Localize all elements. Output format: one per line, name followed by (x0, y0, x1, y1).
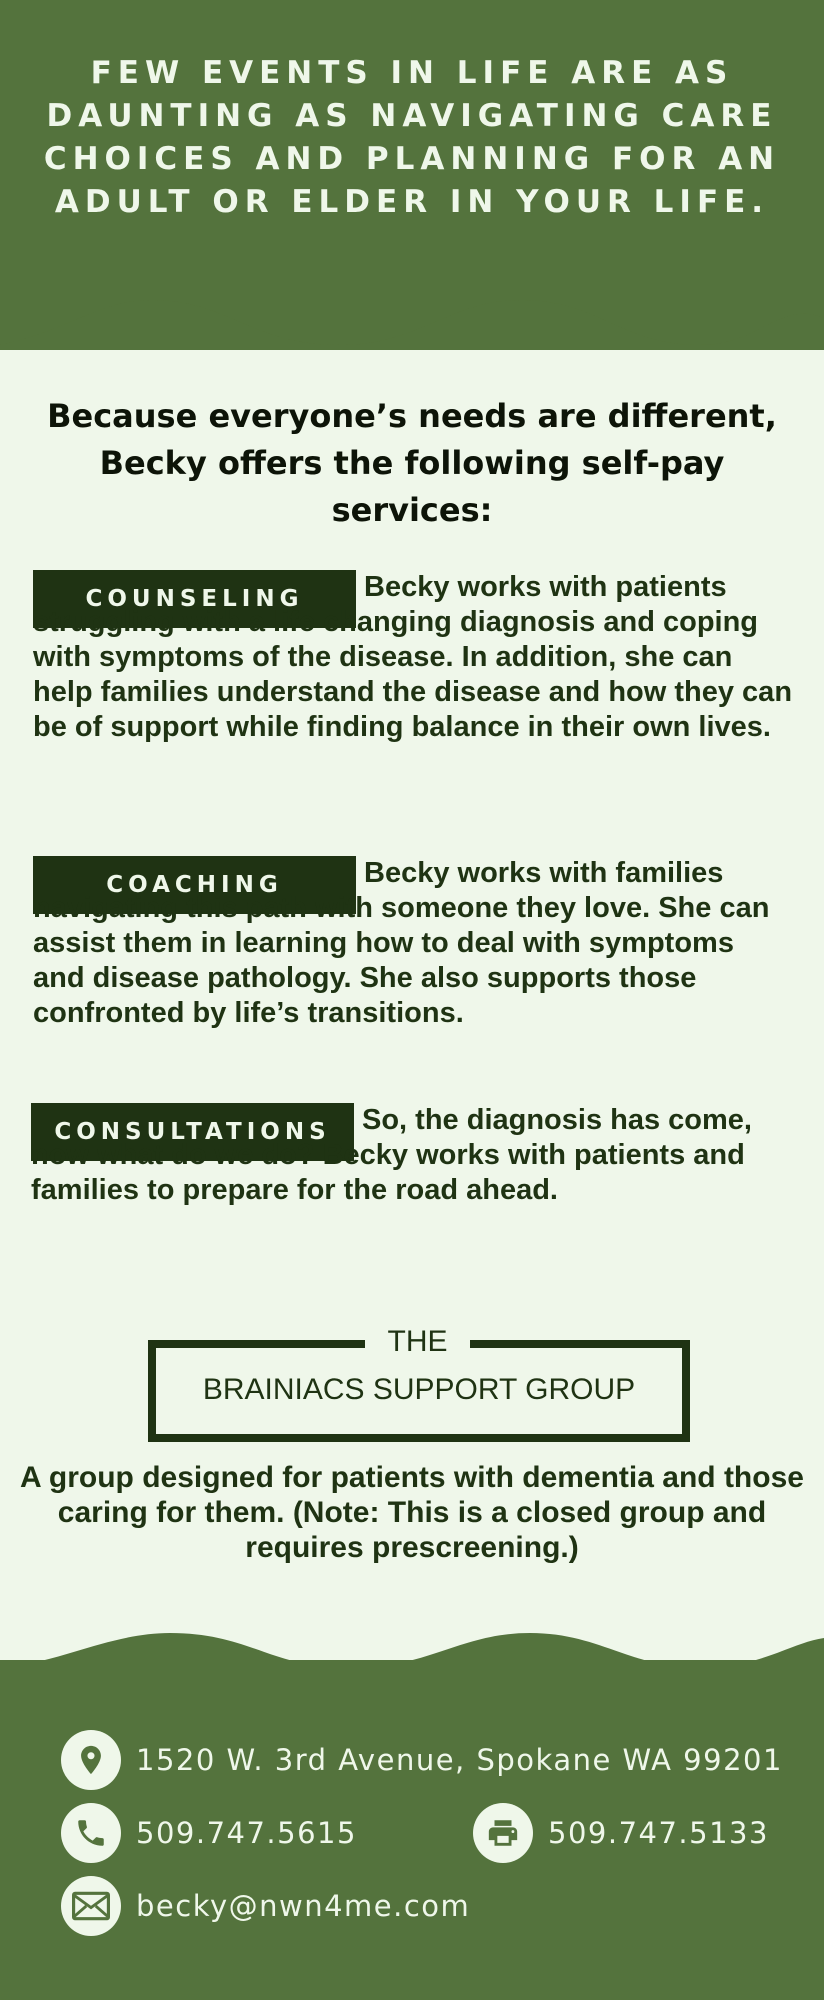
email-text[interactable]: becky@nwn4me.com (136, 1889, 471, 1923)
service-tag-counseling: COUNSELING (33, 570, 356, 628)
header-wave (0, 290, 824, 360)
service-text-counseling: Becky works with patients struggling with a life changing diagnosis and coping with symptoms of the disease. In addition, she can help families understand the disease and how they can be of support while finding balance in their own lives. (33, 571, 793, 743)
headline: FEW EVENTS IN LIFE ARE AS DAUNTING AS NAVIGATING CARE CHOICES AND PLANNING FOR AN ADULT OR ELDER IN YOUR LIFE. (43, 55, 781, 220)
contact-phone (61, 1803, 357, 1863)
location-pin-icon (61, 1730, 121, 1790)
support-group-the: THE (365, 1325, 470, 1359)
service-tag-coaching: COACHING (33, 856, 356, 914)
contact-address (61, 1730, 783, 1790)
contact-email (61, 1876, 470, 1936)
phone-icon (61, 1803, 121, 1863)
phone-text: 509.747.5615 (136, 1816, 357, 1850)
service-counseling (33, 570, 793, 745)
intro-text: Because everyone’s needs are different, Becky offers the following self-pay services: (47, 397, 777, 529)
contact-fax (473, 1803, 769, 1863)
support-group-description: A group designed for patients with dementia and those caring for them. (Note: This is a closed group and requires prescreening.) (20, 1461, 804, 1564)
fax-icon (473, 1803, 533, 1863)
support-group-name: BRAINIACS SUPPORT GROUP (202, 1373, 636, 1406)
service-tag-consultations: CONSULTATIONS (31, 1103, 354, 1161)
service-text-coaching: Becky works with families navigating this path with someone they love. She can assist them in learning how to deal with symptoms and disease pathology. She also supports those confronted by life’s transitions. (33, 857, 770, 1029)
fax-text: 509.747.5133 (548, 1816, 769, 1850)
service-consultations (31, 1103, 791, 1208)
service-coaching (33, 856, 793, 1031)
service-text-consultations: So, the diagnosis has come, now what do we do? Becky works with patients and families to prepare for the road ahead. (31, 1104, 752, 1206)
email-icon (61, 1876, 121, 1936)
address-text: 1520 W. 3rd Avenue, Spokane WA 99201 (136, 1743, 783, 1777)
